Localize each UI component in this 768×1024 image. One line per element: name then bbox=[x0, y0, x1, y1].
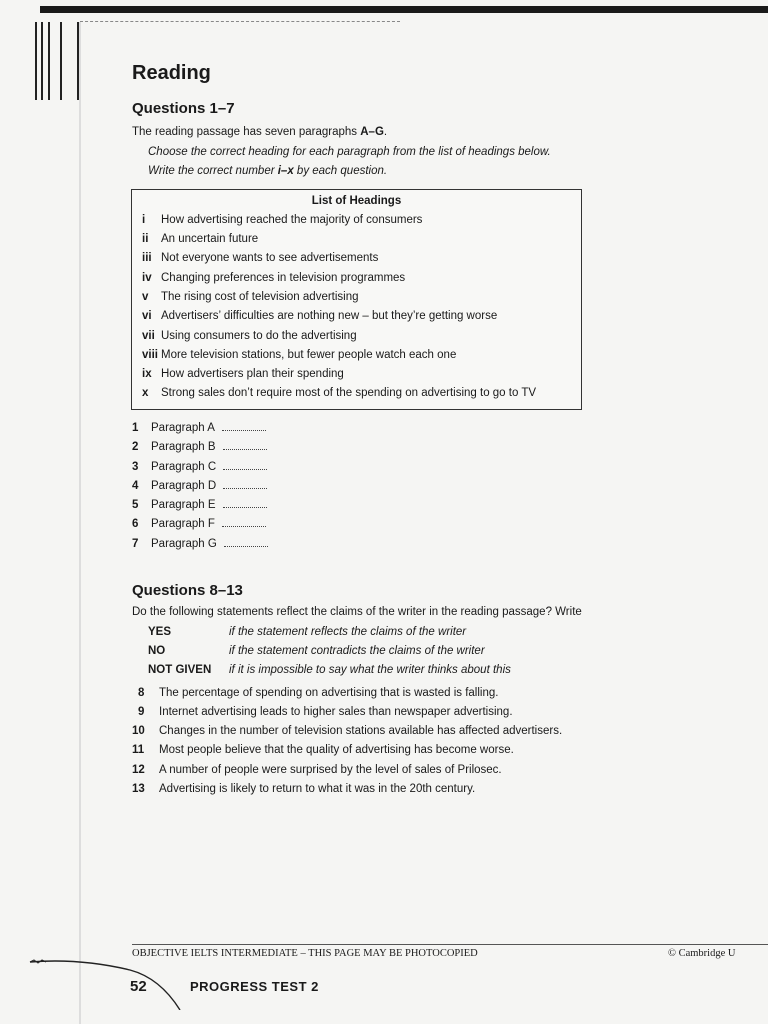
heading-item: vii Using consumers to do the advertising bbox=[142, 330, 357, 342]
section-title: Reading bbox=[132, 62, 211, 84]
answer-blank[interactable] bbox=[224, 537, 268, 547]
top-dashed-rule bbox=[80, 21, 400, 23]
statement-row: 9 Internet advertising leads to higher sales than newspaper advertising. bbox=[138, 706, 513, 718]
legend-value: if the statement contradicts the claims of the writer bbox=[229, 645, 485, 657]
questions-1-7-title: Questions 1–7 bbox=[132, 100, 235, 117]
heading-item: v The rising cost of television advertising bbox=[142, 291, 359, 303]
heading-item: vi Advertisers’ difficulties are nothing new – but they’re getting worse bbox=[142, 310, 498, 322]
answer-blank[interactable] bbox=[223, 479, 267, 489]
heading-item: i How advertising reached the majority of consumers bbox=[142, 214, 423, 226]
heading-item: viii More television stations, but fewer people watch each one bbox=[142, 349, 457, 361]
legend-value: if the statement reflects the claims of the writer bbox=[229, 626, 467, 638]
statement-row: 11 Most people believe that the quality of advertising has become worse. bbox=[132, 744, 514, 756]
answer-blank[interactable] bbox=[223, 498, 267, 508]
statements-intro: Do the following statements reflect the claims of the writer in the reading passage? Write bbox=[132, 606, 582, 618]
instruction-write: Write the correct number i–x by each question. bbox=[148, 165, 388, 177]
statement-row: 8 The percentage of spending on advertising that is wasted is falling. bbox=[138, 687, 499, 699]
heading-item: iii Not everyone wants to see advertisements bbox=[142, 252, 379, 264]
statement-row: 13 Advertising is likely to return to what it was in the 20th century. bbox=[132, 783, 476, 795]
question-row: 1 Paragraph A bbox=[132, 421, 266, 434]
question-row: 4 Paragraph D bbox=[132, 479, 267, 492]
test-label: PROGRESS TEST 2 bbox=[190, 979, 319, 994]
page-curve-decoration bbox=[20, 950, 200, 1010]
heading-item: ii An uncertain future bbox=[142, 233, 259, 245]
footer-copyright-note: OBJECTIVE IELTS INTERMEDIATE – THIS PAGE MAY BE PHOTOCOPIED bbox=[132, 948, 478, 959]
footer-publisher: © Cambridge U bbox=[668, 948, 736, 959]
passage-intro: The reading passage has seven paragraphs A–G. bbox=[132, 126, 388, 138]
heading-item: iv Changing preferences in television programmes bbox=[142, 272, 406, 284]
question-row: 5 Paragraph E bbox=[132, 498, 267, 511]
legend-key: NO bbox=[148, 645, 166, 657]
headings-box bbox=[131, 189, 582, 410]
top-rule bbox=[40, 6, 768, 13]
answer-blank[interactable] bbox=[222, 517, 266, 527]
heading-item: ix How advertisers plan their spending bbox=[142, 368, 344, 380]
answer-blank[interactable] bbox=[223, 460, 267, 470]
answer-blank[interactable] bbox=[223, 440, 267, 450]
question-row: 6 Paragraph F bbox=[132, 517, 266, 530]
questions-8-13-title: Questions 8–13 bbox=[132, 582, 243, 599]
statement-row: 12 A number of people were surprised by the level of sales of Prilosec. bbox=[132, 764, 502, 776]
headings-title: List of Headings bbox=[311, 195, 402, 207]
statement-row: 10 Changes in the number of television stations available has affected advertisers. bbox=[132, 725, 563, 737]
answer-blank[interactable] bbox=[222, 421, 266, 431]
question-row: 3 Paragraph C bbox=[132, 460, 267, 473]
heading-item: x Strong sales don’t require most of the spending on advertising to go to TV bbox=[142, 387, 537, 399]
legend-key: YES bbox=[148, 626, 172, 638]
binding-marks bbox=[35, 22, 85, 102]
margin-line bbox=[79, 22, 81, 1024]
legend-key: NOT GIVEN bbox=[148, 664, 212, 676]
legend-value: if it is impossible to say what the writer thinks about this bbox=[229, 664, 511, 676]
footer-rule bbox=[132, 944, 768, 945]
question-row: 7 Paragraph G bbox=[132, 537, 268, 550]
question-row: 2 Paragraph B bbox=[132, 440, 267, 453]
page-number: 52 bbox=[130, 978, 147, 995]
instruction-choose: Choose the correct heading for each paragraph from the list of headings below. bbox=[148, 146, 551, 158]
